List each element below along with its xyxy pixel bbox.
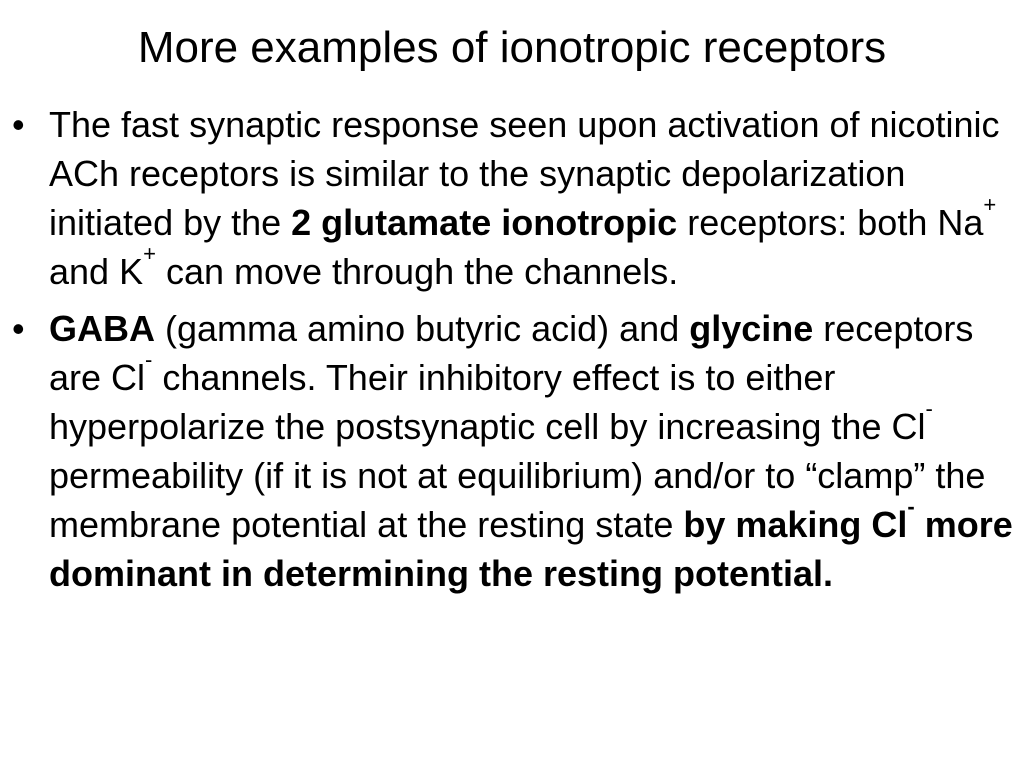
- bullet-text: can move through the channels.: [155, 251, 679, 292]
- bullet-item-gaba-glycine: [12, 304, 1020, 598]
- superscript: -: [925, 396, 933, 421]
- bullet-text: (gamma amino butyric acid) and: [155, 308, 690, 349]
- slide-title: More examples of ionotropic receptors: [137, 23, 887, 72]
- bullet-item-nicotinic: [12, 100, 1020, 296]
- bullet-text: receptors are Cl: [49, 308, 974, 398]
- superscript: +: [983, 192, 997, 217]
- bullet-text: The fast synaptic response seen upon activation of nicotinic ACh receptors is similar to the synaptic depolarization initiated by the: [49, 104, 1000, 243]
- bullet-symbol: •: [12, 104, 25, 145]
- bold-text: glycine: [689, 308, 814, 349]
- bold-text: by making Cl: [683, 504, 908, 545]
- bullet-symbol: •: [12, 308, 25, 349]
- superscript: +: [143, 241, 156, 266]
- bold-text: more dominant in determining the resting potential.: [49, 504, 1013, 594]
- bullet-list: [12, 100, 1020, 606]
- bold-text: 2 glutamate ionotropic: [291, 202, 678, 243]
- bullet-text: permeability (if it is not at equilibrium) and/or to “clamp” the membrane potential at the resting state: [49, 455, 986, 545]
- bullet-text: and K: [49, 251, 144, 292]
- superscript: -: [907, 494, 915, 519]
- bullet-text: receptors: both Na: [677, 202, 984, 243]
- bullet-text: channels. Their inhibitory effect is to either hyperpolarize the postsynaptic cell by increasing the Cl: [49, 357, 926, 447]
- superscript: -: [145, 347, 153, 372]
- bold-text: GABA: [49, 308, 155, 349]
